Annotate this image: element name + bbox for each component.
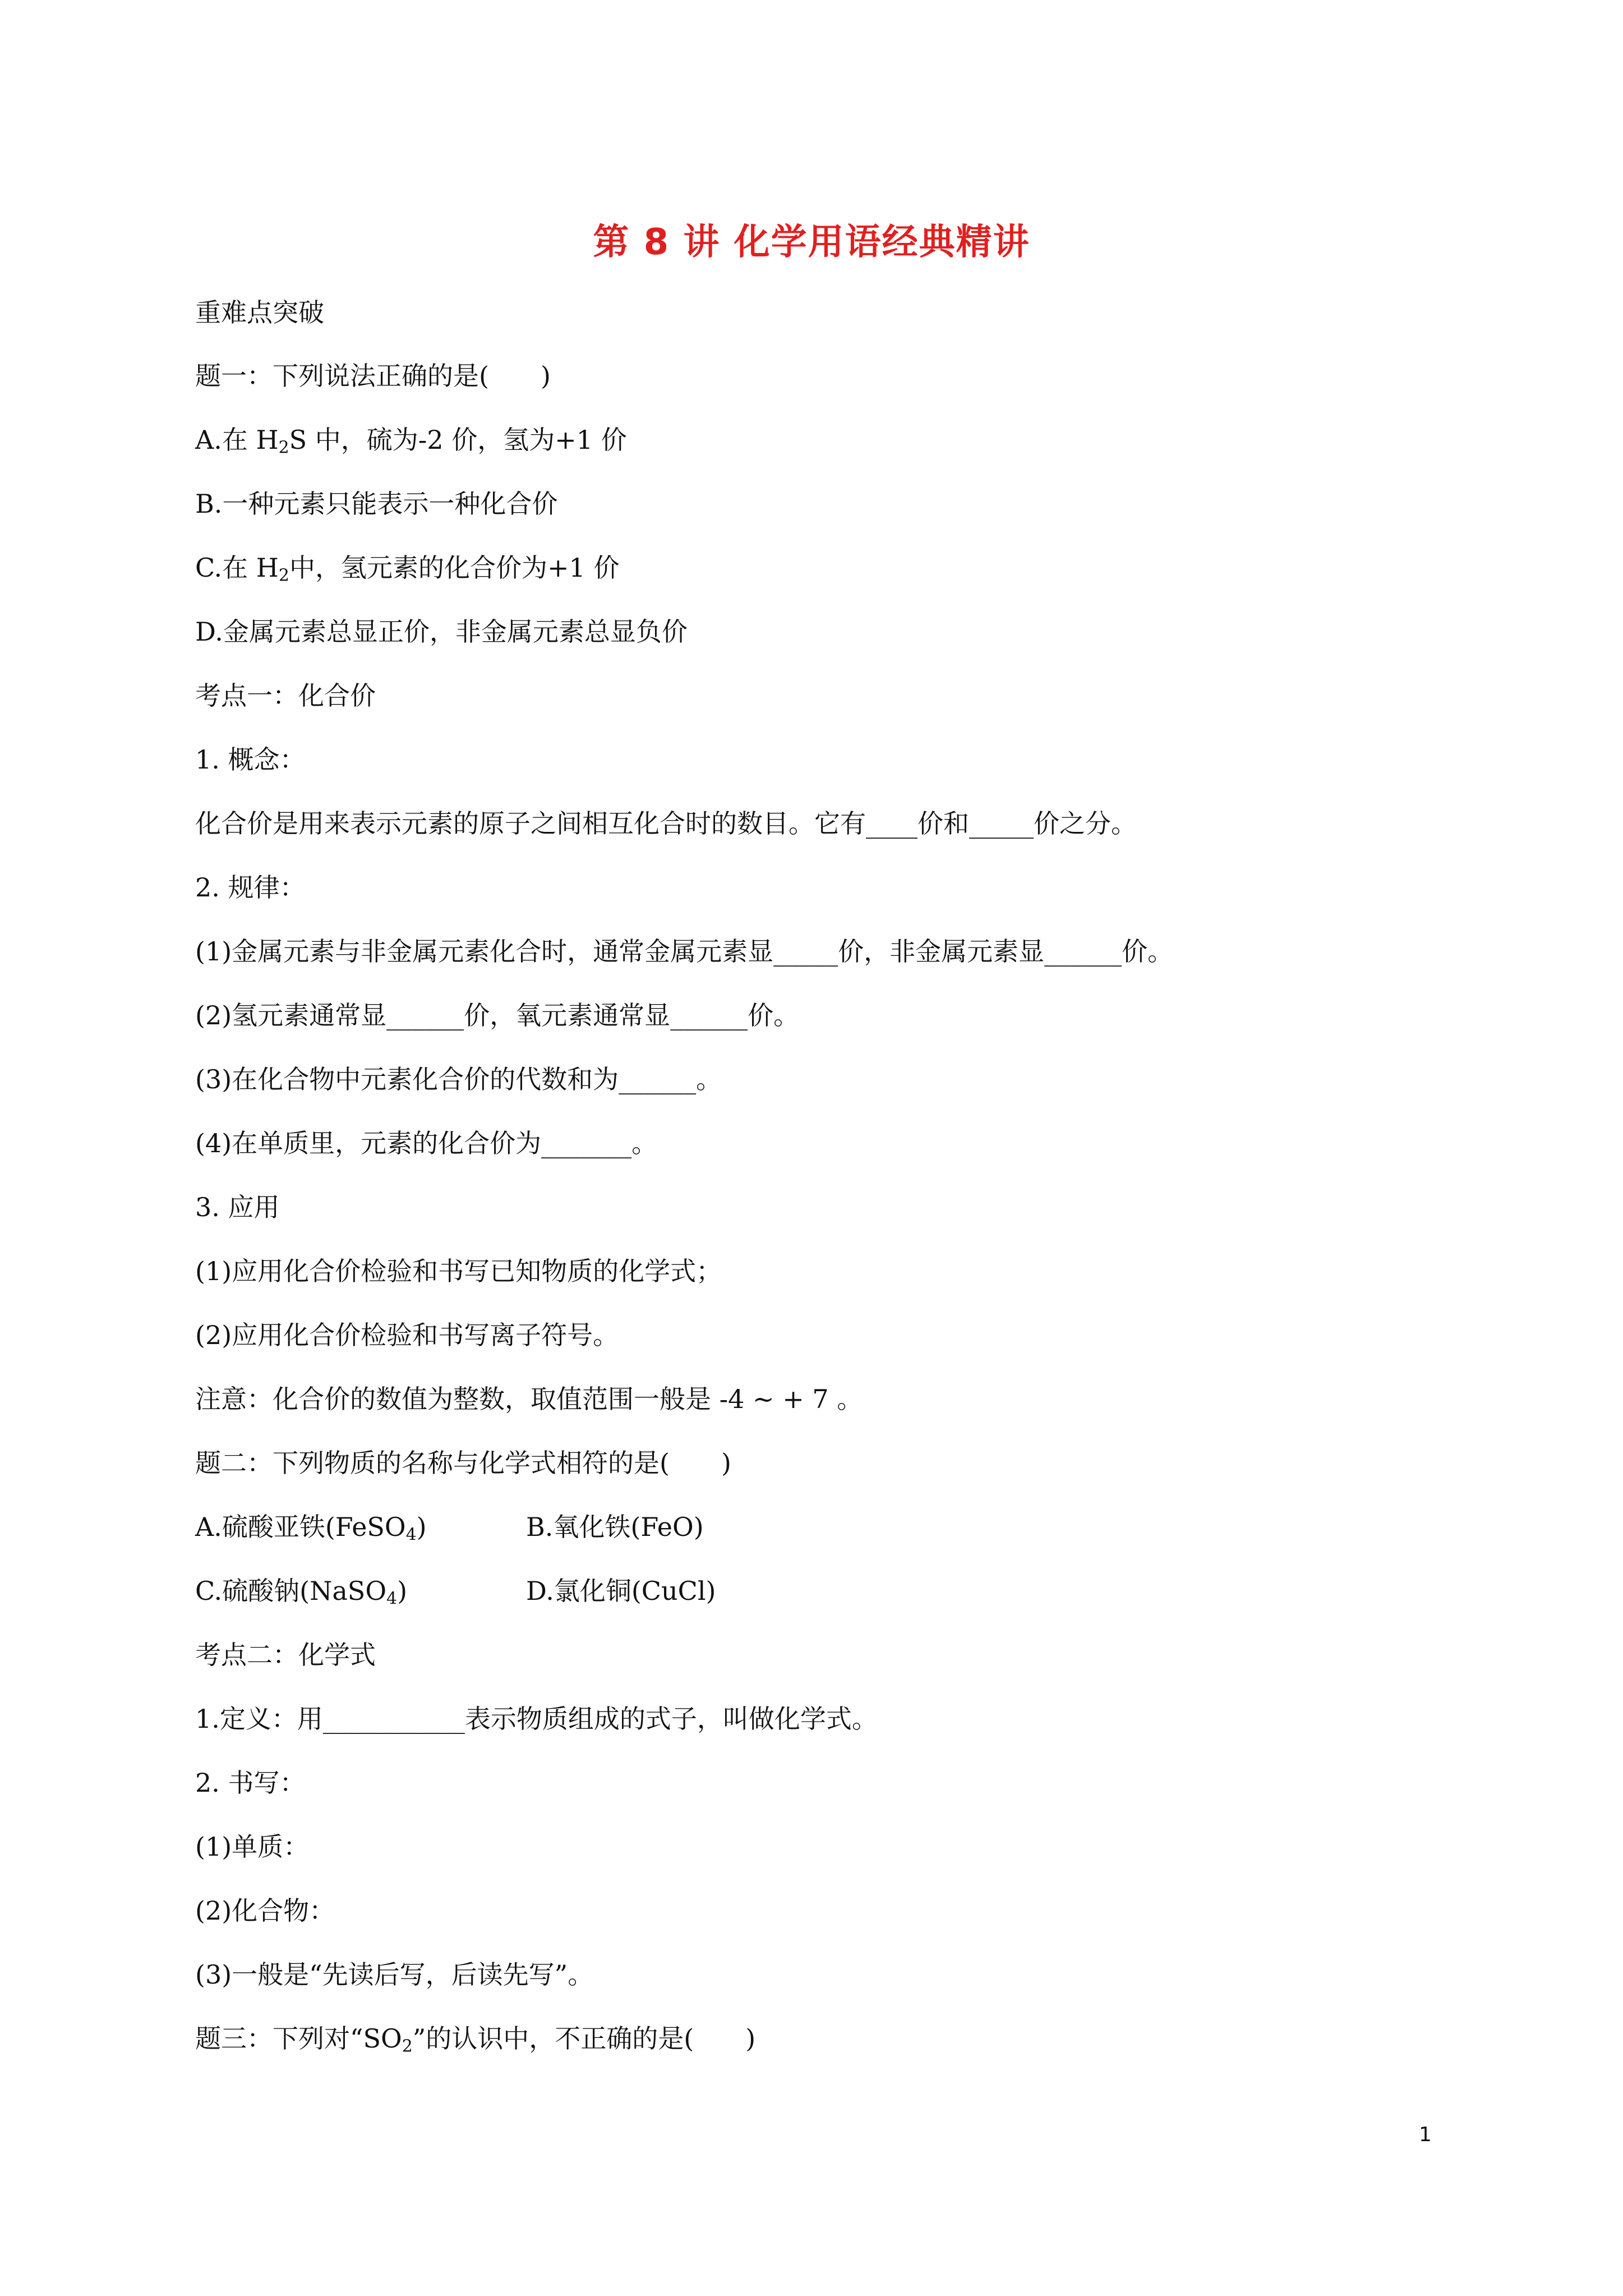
kp1-note: 注意：化合价的数值为整数，取值范围一般是 -4 ~ + 7 。 [195,1384,863,1414]
question-1-option-c: C.在 $H_2$中，氢元素的化合价为+1 价 [195,553,620,586]
kp1-rule-3: (3)在化合物中元素化合价的代数和为______。 [195,1064,722,1094]
question-1-option-b: B.一种元素只能表示一种化合价 [195,489,558,519]
kp2-heading: 考点二：化学式 [195,1640,376,1670]
question-1-option-a: A.在 $H_2S$ 中，硫为-2 价，氢为+1 价 [195,425,627,458]
question-3-stem: 题三：下列对“$SO_2$”的认识中，不正确的是( ) [195,2023,756,2056]
question-1-stem: 题一：下列说法正确的是( ) [195,361,551,391]
question-2-options-row-1 [195,1512,427,1543]
kp1-rule-2: (2)氢元素通常显______价，氧元素通常显______价。 [195,1000,800,1030]
kp2-write-3: (3)一般是“先读后写，后读先写”。 [195,1959,594,1990]
kp2-write-2: (2)化合物： [195,1895,335,1926]
kp2-definition: 1.定义：用___________表示物质组成的式子，叫做化学式。 [195,1704,878,1734]
question-2-stem: 题二：下列物质的名称与化学式相符的是( ) [195,1448,731,1478]
kp1-app-title: 3. 应用 [195,1192,280,1222]
kp2-write-title: 2. 书写： [195,1768,306,1798]
kp1-heading: 考点一：化合价 [195,680,376,711]
question-2-option-d: D.氯化铜(CuCl) [526,1576,716,1606]
kp1-rules-title: 2. 规律： [195,872,306,903]
question-2-option-b: B.氧化铁(FeO) [526,1512,704,1542]
kp1-concept-text: 化合价是用来表示元素的原子之间相互化合时的数目。它有____价和_____价之分。 [195,808,1137,839]
question-2-option-c: C.硫酸钠(NaSO$_4$) [195,1576,408,1609]
kp1-rule-4: (4)在单质里，元素的化合价为_______。 [195,1128,658,1158]
kp2-write-1: (1)单质： [195,1832,310,1862]
page-title: 第 8 讲 化学用语经典精讲 [593,222,1030,263]
kp1-concept-title: 1. 概念： [195,744,306,775]
kp1-app-2: (2)应用化合价检验和书写离子符号。 [195,1320,619,1350]
kp1-rule-1: (1)金属元素与非金属元素化合时，通常金属元素显_____价，非金属元素显______价。 [195,936,1174,967]
page-number: 1 [1419,2123,1432,2146]
kp1-app-1: (1)应用化合价检验和书写已知物质的化学式； [195,1256,722,1286]
question-1-option-d: D.金属元素总显正价，非金属元素总显负价 [195,616,688,647]
question-2-option-a: A.硫酸亚铁(FeSO$_4$) [195,1512,427,1545]
section-heading: 重难点突破 [195,297,324,328]
